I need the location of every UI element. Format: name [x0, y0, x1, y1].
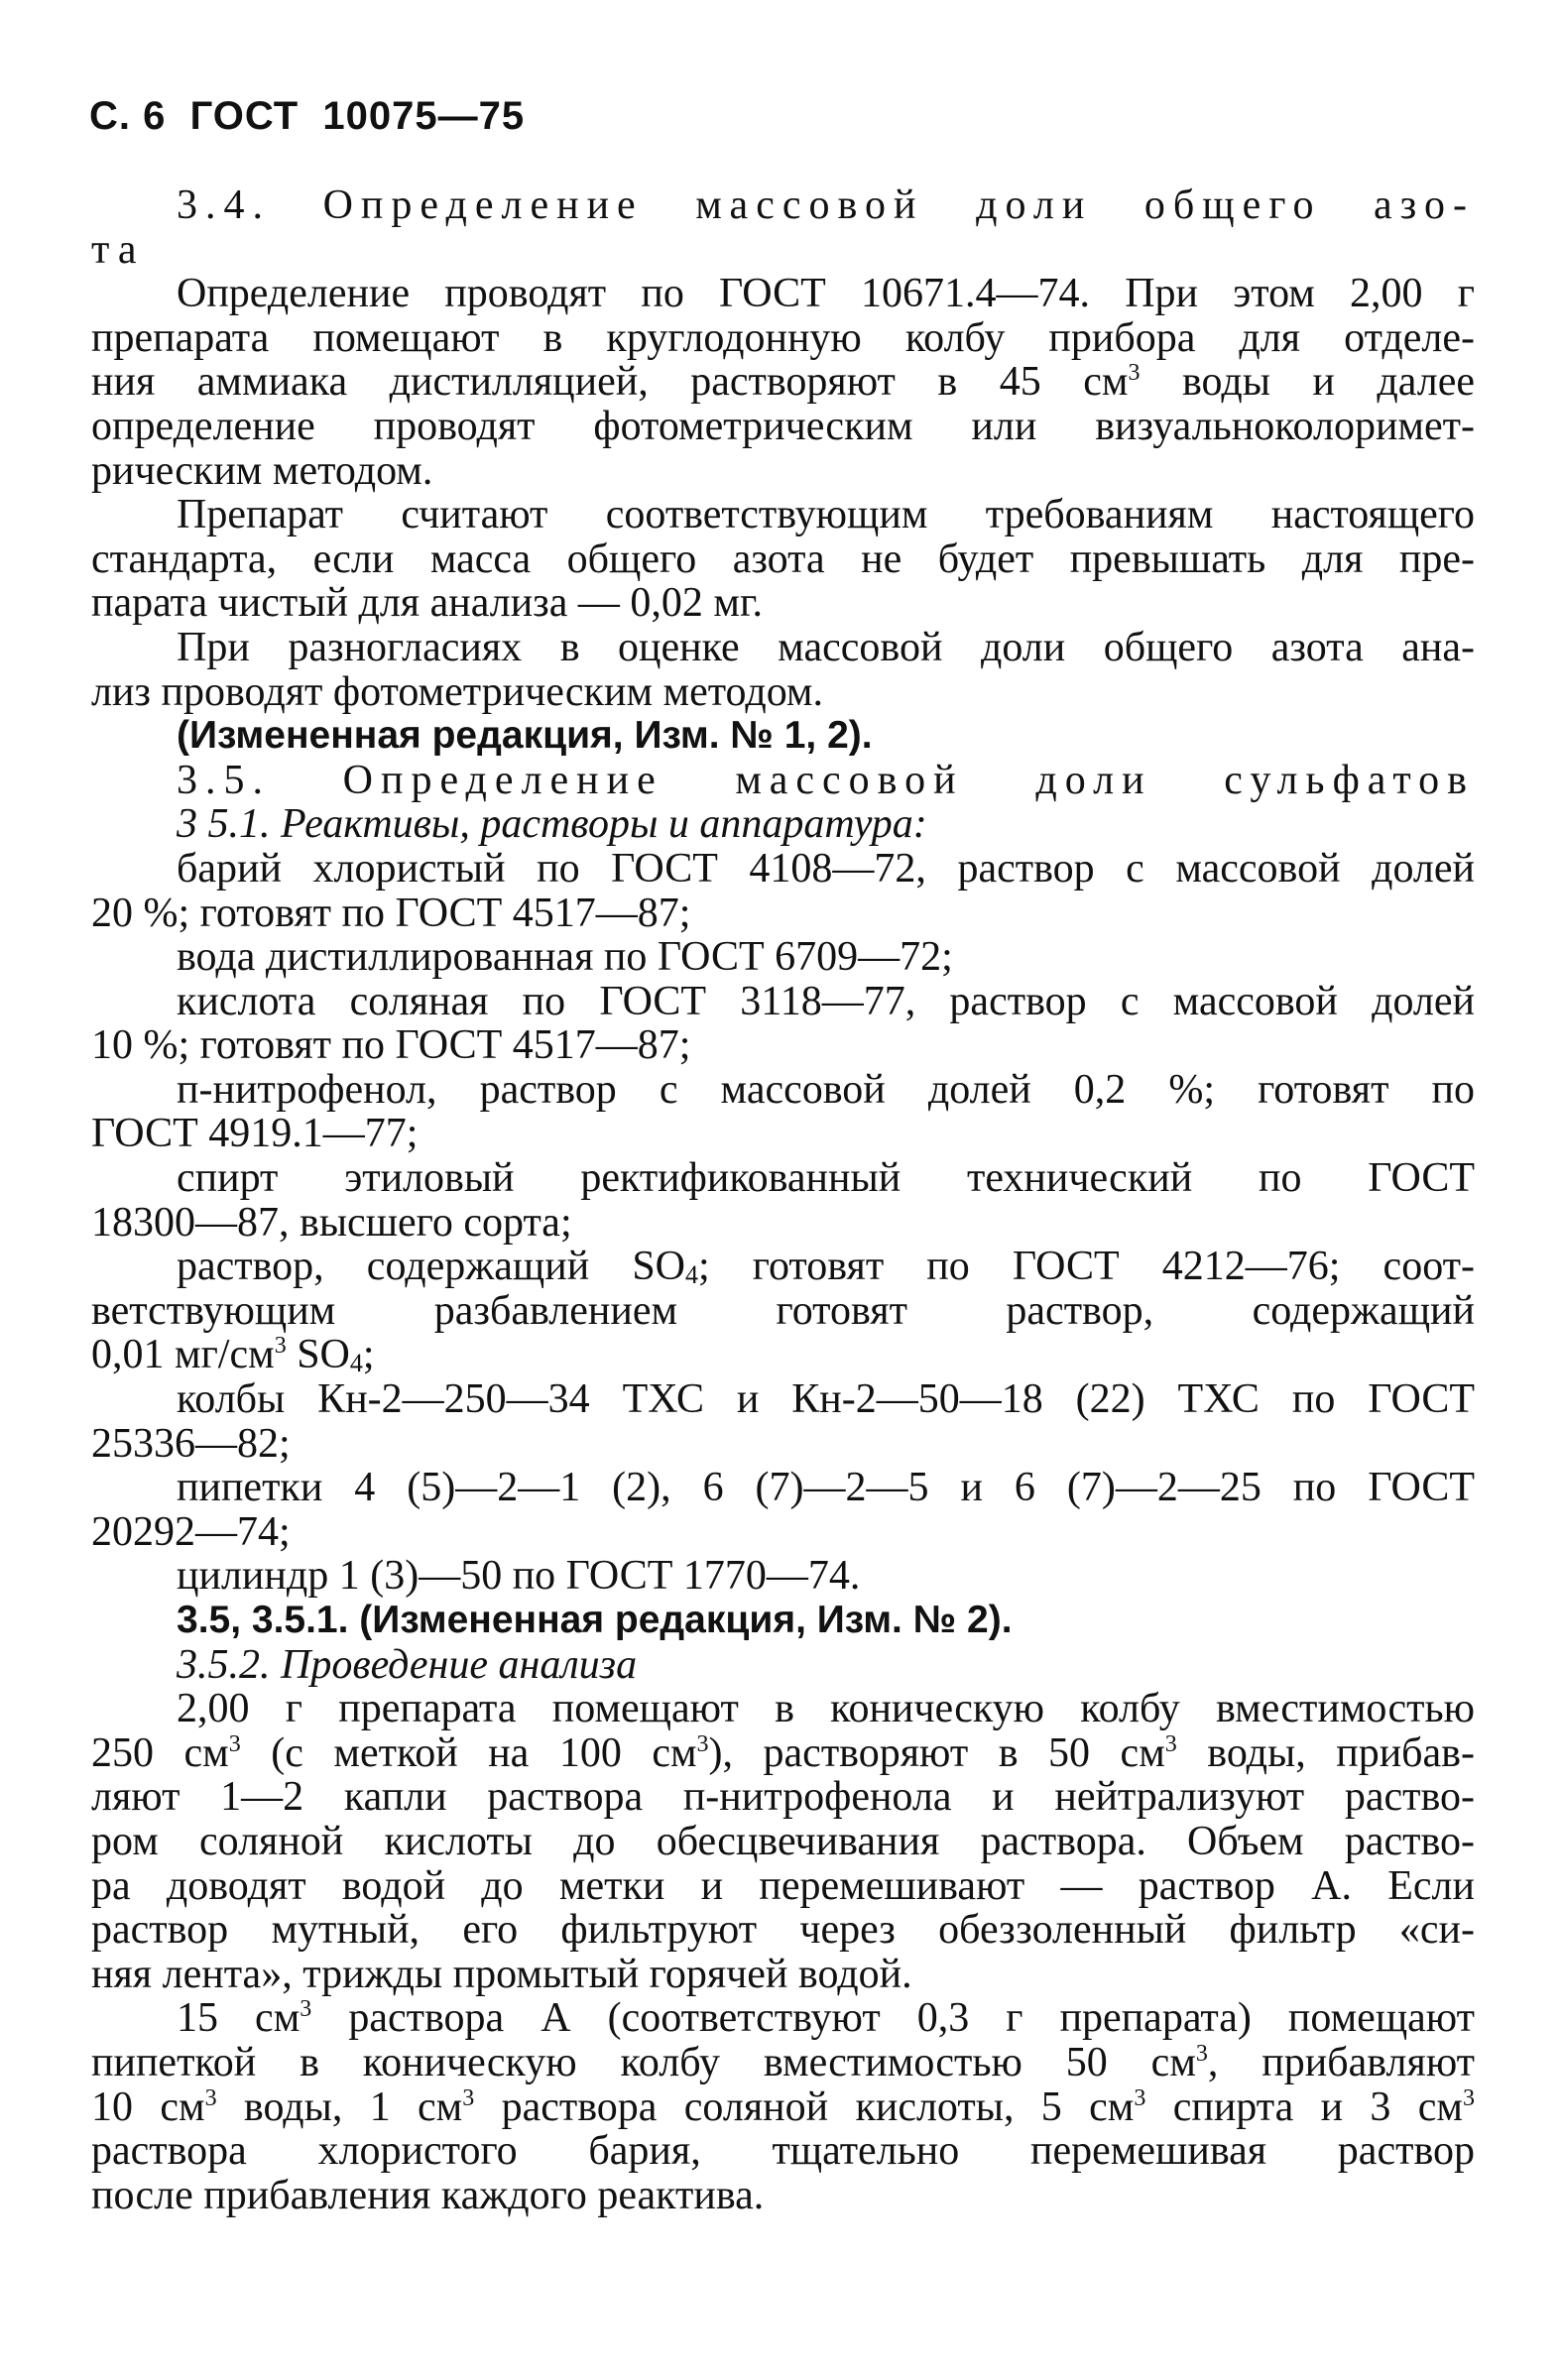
list-item: вода дистиллированная по ГОСТ 6709—72; [177, 934, 953, 981]
text-run: спирта и 3 см [1145, 2083, 1463, 2130]
page-content [91, 183, 1475, 2217]
text-run: 0,01 мг/см [91, 1332, 275, 1378]
text-run: 250 см [91, 1729, 229, 1776]
paragraph-line: ляют 1—2 капли раствора п-нитрофенола и нейтрализуют раство- [91, 1774, 1475, 1821]
superscript: 3 [228, 1730, 241, 1757]
text-run: 15 см [177, 1995, 300, 2042]
superscript: 3 [1164, 1730, 1177, 1757]
superscript: 3 [1134, 2084, 1146, 2111]
list-item-cont: 20 %; готовят по ГОСТ 4517—87; [91, 890, 691, 936]
paragraph-line [91, 1996, 1475, 2041]
list-item: колбы Кн-2—250—34 ТХС и Кн-2—50—18 (22) ТХС по ГОСТ [177, 1376, 1475, 1423]
text-run: пипеткой в коническую колбу вместимостью 50 см [91, 2039, 1196, 2085]
text-run: 10 см [91, 2083, 205, 2130]
list-item: п-нитрофенол, раствор с массовой долей 0,2 %; готовят по [177, 1066, 1475, 1113]
paragraph-line [91, 360, 1475, 405]
list-item: барий хлористый по ГОСТ 4108—72, раствор с массовой долей [177, 845, 1475, 892]
text-run: воды, 1 см [216, 2083, 463, 2130]
paragraph-line: ром соляной кислоты до обесцвечивания раствора. Объем раство- [91, 1818, 1475, 1864]
list-item: спирт этиловый ректификованный технический по ГОСТ [177, 1155, 1475, 1202]
paragraph-line: няя лента», трижды промытый горячей водой. [91, 1951, 912, 1997]
subsection-3-5-2-title: 3.5.2. Проведение анализа [177, 1641, 638, 1688]
paragraph-line: стандарта, если масса общего азота не будет превышать для пре- [91, 536, 1475, 582]
paragraph-line [91, 2085, 1475, 2130]
list-item-cont: 10 %; готовят по ГОСТ 4517—87; [91, 1022, 691, 1069]
paragraph-line: 2,00 г препарата помещают в коническую колбу вместимостью [177, 1686, 1475, 1732]
superscript: 3 [696, 1730, 709, 1757]
amendment-note: (Измененная редакция, Изм. № 1, 2). [177, 714, 873, 758]
list-item [91, 1245, 1475, 1289]
superscript: 3 [1195, 2040, 1208, 2067]
text-run: воды, прибав- [1176, 1729, 1475, 1776]
paragraph-line: лиз проводят фотометрическим методом. [91, 668, 823, 715]
section-3-4-title: 3.4. Определение массовой доли общего азо- [177, 182, 1475, 228]
text-run: ; готовят по ГОСТ 4212—76; соот- [698, 1244, 1475, 1290]
paragraph-line: препарата помещают в круглодонную колбу прибора для отделе- [91, 314, 1475, 361]
paragraph-line: раствор мутный, его фильтруют через обеззоленный фильтр «си- [91, 1907, 1475, 1954]
list-item-cont: ГОСТ 4919.1—77; [91, 1111, 419, 1157]
text-run: SO [297, 1332, 350, 1378]
list-item: цилиндр 1 (3)—50 по ГОСТ 1770—74. [177, 1553, 861, 1600]
list-item-cont [91, 1333, 1475, 1377]
subsection-3-5-1-title: 3 5.1. Реактивы, растворы и аппаратура: [177, 801, 927, 848]
superscript: 3 [1128, 360, 1141, 387]
subscript: 4 [685, 1260, 699, 1290]
paragraph-line [91, 2041, 1475, 2085]
paragraph-line: ра доводят водой до метки и перемешивают — раствор А. Если [91, 1862, 1475, 1909]
subscript: 4 [349, 1349, 363, 1378]
page-header: С. 6 ГОСТ 10075—75 [89, 94, 526, 138]
text-run: раствора А (соответствуют 0,3 г препарата) помещают [311, 1995, 1475, 2042]
superscript: 3 [462, 2084, 475, 2111]
superscript: 3 [274, 1333, 287, 1360]
paragraph-line [91, 1731, 1475, 1776]
paragraph-line: Определение проводят по ГОСТ 10671.4—74. При этом 2,00 г [177, 271, 1475, 317]
text-run: ), растворяют в 50 см [708, 1729, 1165, 1776]
text-run: раствор, содержащий SO [177, 1244, 686, 1290]
text-run: ния аммиака дистилляцией, растворяют в 45 см [91, 359, 1129, 406]
paragraph-line: Препарат считают соответствующим требованиям настоящего [177, 492, 1475, 538]
superscript: 3 [204, 2084, 217, 2111]
superscript: 3 [1463, 2084, 1475, 2111]
amendment-note: 3.5, 3.5.1. (Измененная редакция, Изм. № 2). [177, 1599, 1013, 1641]
text-run: воды и далее [1181, 359, 1476, 406]
list-item-cont: 20292—74; [91, 1508, 291, 1555]
superscript: 3 [300, 1996, 312, 2023]
section-3-5-title: 3.5. Определение массовой доли сульфатов [177, 757, 1475, 803]
list-item: пипетки 4 (5)—2—1 (2), 6 (7)—2—5 и 6 (7)—2—25 по ГОСТ [177, 1465, 1475, 1511]
text-run: , прибавляют [1207, 2039, 1475, 2085]
list-item-cont: 18300—87, высшего сорта; [91, 1199, 572, 1246]
text-run: (с меткой на 100 см [240, 1729, 697, 1776]
paragraph-line: рическим методом. [91, 447, 433, 494]
section-3-4-title-cont: та [91, 226, 145, 273]
list-item: кислота соляная по ГОСТ 3118—77, раствор с массовой долей [177, 978, 1475, 1024]
paragraph-line: При разногласиях в оценке массовой доли общего азота ана- [177, 624, 1475, 670]
text-run: раствора соляной кислоты, 5 см [474, 2083, 1135, 2130]
list-item-cont: 25336—82; [91, 1420, 291, 1467]
text-run: ; [362, 1332, 375, 1378]
paragraph-line: раствора хлористого бария, тщательно перемешивая раствор [91, 2128, 1475, 2175]
list-item-cont: ветствующим разбавлением готовят раствор, содержащий [91, 1287, 1475, 1334]
paragraph-line: парата чистый для анализа — 0,02 мг. [91, 580, 763, 627]
paragraph-line: после прибавления каждого реактива. [91, 2172, 765, 2218]
paragraph-line: определение проводят фотометрическим или визуальноколоримет- [91, 403, 1475, 449]
